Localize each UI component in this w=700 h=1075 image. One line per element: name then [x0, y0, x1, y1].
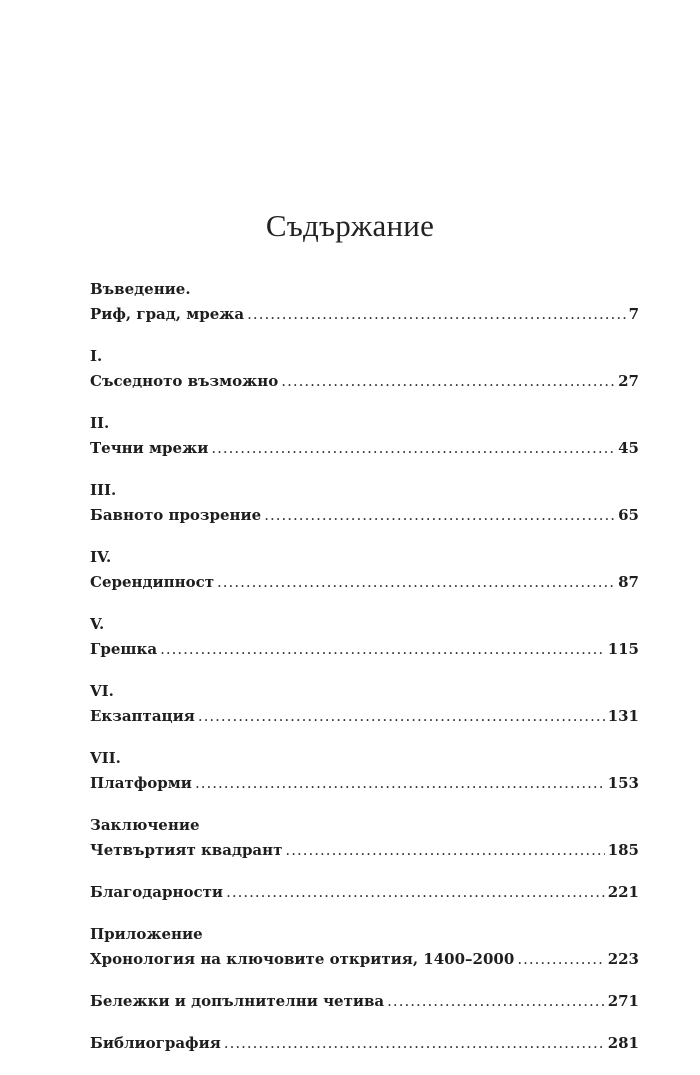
toc-entry	[90, 545, 639, 595]
entry-row	[90, 637, 639, 662]
entry-page-number: 281	[607, 1034, 639, 1052]
entry-title: Хронология на ключовите открития, 1400–2000	[90, 950, 515, 968]
dot-leader	[264, 503, 615, 528]
entry-label: Въведение.	[90, 280, 191, 298]
entry-title: Риф, град, мрежа	[90, 305, 245, 323]
entry-row	[90, 369, 639, 394]
entry-title: Екзаптация	[90, 707, 195, 725]
toc-entry	[90, 922, 639, 972]
dot-leader	[217, 570, 615, 595]
entry-title: Бавното прозрение	[90, 506, 262, 524]
toc-entry	[90, 880, 639, 905]
entry-page-number: 223	[607, 950, 639, 968]
entry-title: Библиография	[90, 1034, 221, 1052]
dot-leader	[224, 1031, 605, 1056]
entry-label: Заключение	[90, 816, 200, 834]
entry-page-number: 131	[607, 707, 639, 725]
entry-page-number: 153	[607, 774, 639, 792]
entry-page-number: 221	[607, 883, 639, 901]
entry-row	[90, 1031, 639, 1056]
dot-leader	[195, 771, 605, 796]
entry-label: VI.	[90, 682, 114, 700]
toc-entry	[90, 277, 639, 327]
toc-entry	[90, 612, 639, 662]
entry-label: VII.	[90, 749, 121, 767]
dot-leader	[198, 704, 605, 729]
entry-page-number: 185	[607, 841, 639, 859]
dot-leader	[160, 637, 605, 662]
toc-entry	[90, 344, 639, 394]
entry-label: II.	[90, 414, 110, 432]
entry-title: Четвъртият квадрант	[90, 841, 283, 859]
dot-leader	[211, 436, 615, 461]
entry-label: III.	[90, 481, 117, 499]
toc-entry	[90, 411, 639, 461]
entry-page-number: 7	[628, 305, 639, 323]
entry-page-number: 65	[618, 506, 639, 524]
entry-row	[90, 880, 639, 905]
toc-entry	[90, 813, 639, 863]
entry-label: I.	[90, 347, 103, 365]
entry-row	[90, 989, 639, 1014]
toc-entry	[90, 679, 639, 729]
dot-leader	[285, 838, 604, 863]
entry-page-number: 271	[607, 992, 639, 1010]
entry-row	[90, 436, 639, 461]
entry-label: V.	[90, 615, 105, 633]
entry-row	[90, 771, 639, 796]
entry-title: Грешка	[90, 640, 158, 658]
page-title: Съдържание	[265, 208, 435, 243]
entry-row	[90, 503, 639, 528]
entry-title: Благодарности	[90, 883, 224, 901]
entry-page-number: 87	[618, 573, 639, 591]
toc-entry	[90, 1031, 639, 1056]
entry-row	[90, 570, 639, 595]
toc-entry	[90, 989, 639, 1014]
dot-leader	[387, 989, 605, 1014]
entry-label: IV.	[90, 548, 112, 566]
entry-title: Серендипност	[90, 573, 215, 591]
table-of-contents	[90, 277, 639, 1056]
dot-leader	[226, 880, 605, 905]
toc-entry	[90, 478, 639, 528]
entry-title: Течни мрежи	[90, 439, 209, 457]
toc-entry	[90, 746, 639, 796]
dot-leader	[517, 947, 604, 972]
entry-page-number: 115	[607, 640, 639, 658]
entry-title: Съседното възможно	[90, 372, 279, 390]
entry-row	[90, 302, 639, 327]
entry-row	[90, 704, 639, 729]
entry-row	[90, 838, 639, 863]
entry-label: Приложение	[90, 925, 203, 943]
dot-leader	[247, 302, 625, 327]
entry-title: Бележки и допълнителни четива	[90, 992, 385, 1010]
entry-page-number: 45	[618, 439, 639, 457]
dot-leader	[281, 369, 615, 394]
entry-row	[90, 947, 639, 972]
entry-page-number: 27	[618, 372, 639, 390]
entry-title: Платформи	[90, 774, 192, 792]
